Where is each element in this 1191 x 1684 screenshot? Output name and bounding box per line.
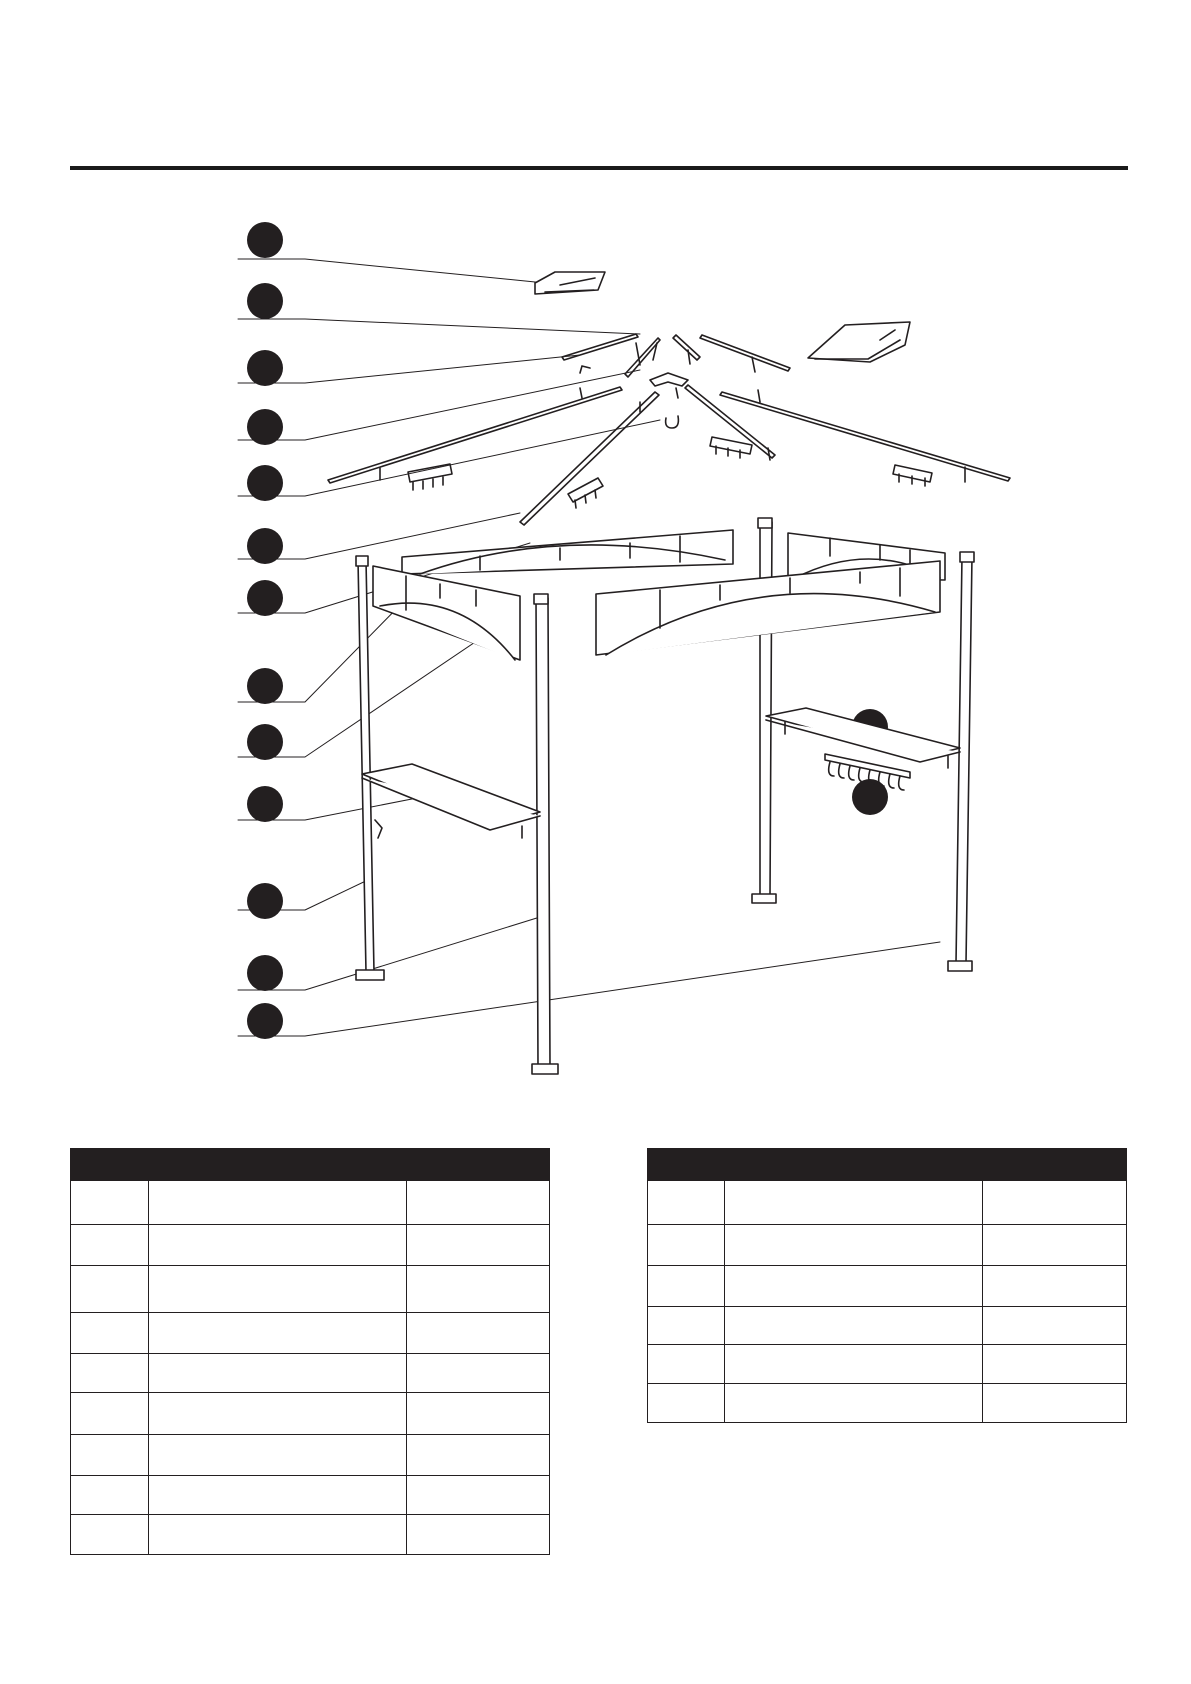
cell-part xyxy=(648,1181,725,1225)
cell-description xyxy=(149,1181,407,1225)
table-row xyxy=(71,1266,550,1313)
roof-hub xyxy=(650,373,688,428)
table-header-row xyxy=(71,1149,550,1181)
cell-description xyxy=(725,1307,983,1345)
cell-description xyxy=(149,1225,407,1266)
table-row xyxy=(71,1225,550,1266)
shelf-left xyxy=(362,764,540,838)
table-row xyxy=(648,1384,1127,1423)
table-row xyxy=(71,1181,550,1225)
table-row xyxy=(648,1307,1127,1345)
top-canopy-right xyxy=(808,322,910,362)
cell-description xyxy=(725,1384,983,1423)
post-feet xyxy=(356,894,972,1074)
cell-quantity xyxy=(983,1225,1127,1266)
cell-part xyxy=(71,1515,149,1555)
table-row xyxy=(71,1354,550,1393)
cell-quantity xyxy=(407,1393,550,1435)
cell-quantity xyxy=(407,1515,550,1555)
cell-part xyxy=(648,1307,725,1345)
cell-part xyxy=(648,1345,725,1384)
cell-quantity xyxy=(983,1307,1127,1345)
cell-part xyxy=(648,1225,725,1266)
arch-panel-back-left xyxy=(402,530,733,574)
parts-table-left xyxy=(70,1148,550,1555)
hook-brackets xyxy=(408,437,932,508)
cell-description xyxy=(149,1435,407,1476)
cell-quantity xyxy=(407,1313,550,1354)
cell-quantity xyxy=(407,1354,550,1393)
cell-quantity xyxy=(407,1225,550,1266)
table-row xyxy=(71,1515,550,1555)
cell-description xyxy=(725,1345,983,1384)
table-row xyxy=(648,1266,1127,1307)
cell-description xyxy=(149,1393,407,1435)
cell-quantity xyxy=(983,1384,1127,1423)
arch-panel-front-left xyxy=(373,566,520,660)
leader-lines xyxy=(238,259,940,1036)
cell-quantity xyxy=(983,1181,1127,1225)
header-description xyxy=(149,1149,407,1181)
parts-table-right xyxy=(647,1148,1127,1423)
cell-part xyxy=(71,1354,149,1393)
header-description xyxy=(725,1149,983,1181)
cell-description xyxy=(149,1476,407,1515)
table-row xyxy=(648,1225,1127,1266)
cell-description xyxy=(149,1266,407,1313)
cell-quantity xyxy=(407,1476,550,1515)
table-row xyxy=(71,1393,550,1435)
cell-quantity xyxy=(407,1181,550,1225)
cell-quantity xyxy=(407,1266,550,1313)
cell-part xyxy=(71,1435,149,1476)
cell-description xyxy=(149,1354,407,1393)
cell-part xyxy=(71,1393,149,1435)
cell-part xyxy=(71,1313,149,1354)
table-row xyxy=(648,1181,1127,1225)
cell-quantity xyxy=(983,1345,1127,1384)
header-part-number xyxy=(71,1149,149,1181)
table-row xyxy=(71,1435,550,1476)
cell-part xyxy=(71,1225,149,1266)
cell-description xyxy=(725,1225,983,1266)
table-row xyxy=(648,1345,1127,1384)
table-row xyxy=(71,1313,550,1354)
table-header-row xyxy=(648,1149,1127,1181)
cell-description xyxy=(149,1313,407,1354)
cell-description xyxy=(149,1515,407,1555)
cell-description xyxy=(725,1181,983,1225)
cell-part xyxy=(71,1181,149,1225)
header-quantity xyxy=(983,1149,1127,1181)
header-part-number xyxy=(648,1149,725,1181)
cell-part xyxy=(648,1266,725,1307)
header-quantity xyxy=(407,1149,550,1181)
table-row xyxy=(71,1476,550,1515)
cell-quantity xyxy=(407,1435,550,1476)
cell-description xyxy=(725,1266,983,1307)
upper-rafters xyxy=(562,334,790,377)
top-canopy-left xyxy=(535,272,605,294)
long-rafters xyxy=(328,385,1010,525)
cell-part xyxy=(71,1266,149,1313)
cell-part xyxy=(648,1384,725,1423)
cell-part xyxy=(71,1476,149,1515)
cell-quantity xyxy=(983,1266,1127,1307)
